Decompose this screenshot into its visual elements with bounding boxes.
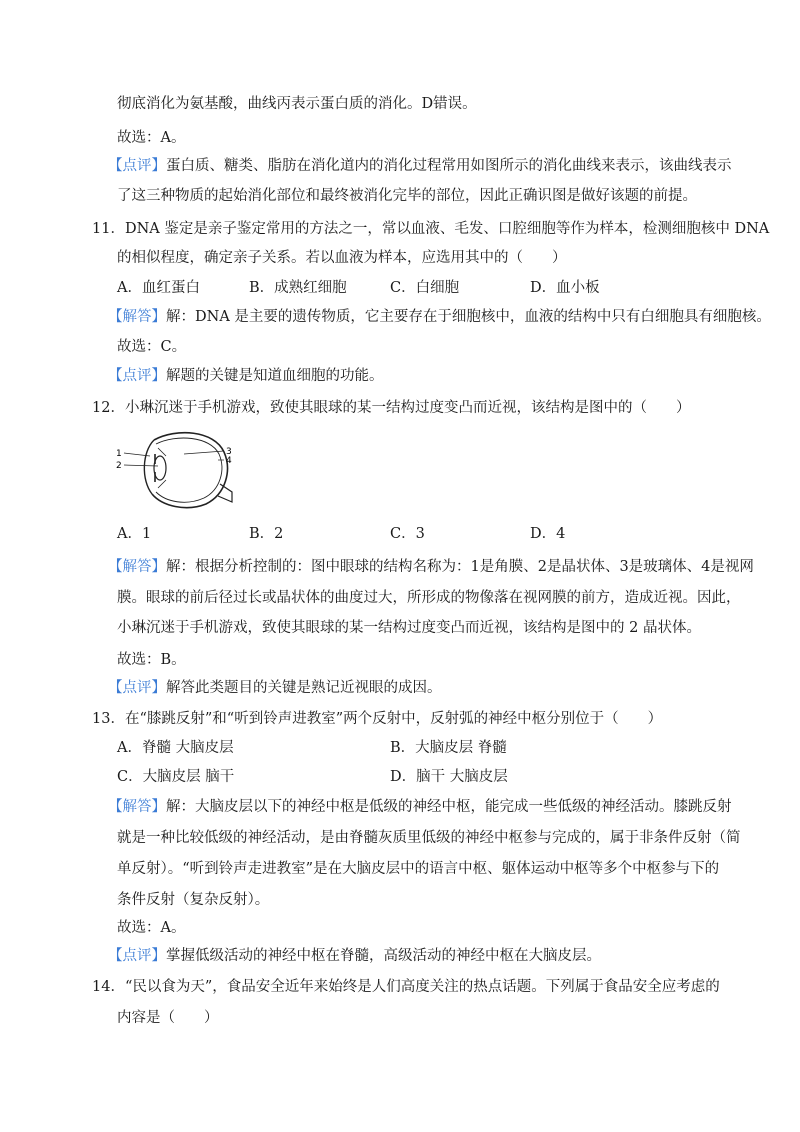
review-tag: 点评 bbox=[122, 158, 152, 174]
bracket-open: 【 bbox=[108, 158, 123, 174]
review-tag: 点评 bbox=[122, 948, 152, 964]
bracket-open: 【 bbox=[108, 368, 123, 384]
bracket-close: 】 bbox=[151, 559, 166, 575]
answer-paragraph bbox=[108, 307, 771, 327]
question-12-stem: 12．小琳沉迷于手机游戏，致使其眼球的某一结构过度变凸而近视，该结构是图中的（ ） bbox=[92, 400, 691, 416]
option-d: D．脑干 大脑皮层 bbox=[390, 769, 508, 785]
bracket-close: 】 bbox=[151, 309, 166, 325]
option-d: D．4 bbox=[530, 526, 566, 542]
bracket-open: 【 bbox=[108, 799, 123, 815]
option-b: B．成熟红细胞 bbox=[249, 280, 347, 296]
diagram-label-3: 3 bbox=[226, 447, 232, 457]
option-b: B．2 bbox=[249, 526, 284, 542]
choice-line: 故选：C。 bbox=[117, 339, 187, 355]
answer-text-cont: 小琳沉迷于手机游戏，致使其眼球的某一结构过度变凸而近视，该结构是图中的 2 晶状体。 bbox=[117, 620, 701, 636]
review-text: 解题的关键是知道血细胞的功能。 bbox=[166, 368, 384, 384]
bracket-close: 】 bbox=[151, 368, 166, 384]
question-14-stem: 14．“民以食为天”，食品安全近年来始终是人们高度关注的热点话题。下列属于食品安全应考虑的 bbox=[92, 979, 720, 995]
bracket-close: 】 bbox=[151, 799, 166, 815]
option-c: C．白细胞 bbox=[390, 280, 460, 296]
bracket-open: 【 bbox=[108, 680, 123, 696]
text-line: 彻底消化为氨基酸，曲线丙表示蛋白质的消化。D错误。 bbox=[117, 96, 477, 112]
bracket-close: 】 bbox=[151, 158, 166, 174]
bracket-open: 【 bbox=[108, 309, 123, 325]
diagram-label-4: 4 bbox=[226, 456, 232, 466]
bracket-close: 】 bbox=[151, 680, 166, 696]
review-paragraph bbox=[108, 366, 384, 386]
choice-line: 故选：B。 bbox=[117, 652, 186, 668]
answer-text-cont: 单反射）。“听到铃声走进教室”是在大脑皮层中的语言中枢、躯体运动中枢等多个中枢参与下的 bbox=[117, 861, 720, 877]
answer-text-cont: 膜。眼球的前后径过长或晶状体的曲度过大，所形成的物像落在视网膜的前方，造成近视。因此， bbox=[117, 590, 741, 606]
review-text: 掌握低级活动的神经中枢在脊髓，高级活动的神经中枢在大脑皮层。 bbox=[166, 948, 601, 964]
answer-tag: 解答 bbox=[122, 559, 152, 575]
option-c: C．大脑皮层 脑干 bbox=[117, 769, 235, 785]
question-13-stem: 13．在“膝跳反射”和“听到铃声进教室”两个反射中，反射弧的神经中枢分别位于（ ） bbox=[92, 711, 663, 727]
answer-paragraph bbox=[108, 797, 732, 817]
answer-text: 解：大脑皮层以下的神经中枢是低级的神经中枢，能完成一些低级的神经活动。膝跳反射 bbox=[166, 799, 732, 815]
answer-text: 解：DNA 是主要的遗传物质，它主要存在于细胞核中，血液的结构中只有白细胞具有细胞核。 bbox=[166, 309, 771, 325]
answer-paragraph bbox=[108, 557, 754, 577]
text-line: 故选：A。 bbox=[117, 130, 186, 146]
answer-text: 解：根据分析控制的：图中眼球的结构名称为：1是角膜、2是晶状体、3是玻璃体、4是视网 bbox=[166, 559, 754, 575]
option-a: A．1 bbox=[117, 526, 152, 542]
bracket-close: 】 bbox=[151, 948, 166, 964]
review-paragraph bbox=[108, 678, 442, 698]
question-11-stem-cont: 的相似程度，确定亲子关系。若以血液为样本，应选用其中的（ ） bbox=[117, 250, 567, 266]
answer-tag: 解答 bbox=[122, 799, 152, 815]
bracket-open: 【 bbox=[108, 948, 123, 964]
review-text: 蛋白质、糖类、脂肪在消化道内的消化过程常用如图所示的消化曲线来表示，该曲线表示 bbox=[166, 158, 732, 174]
choice-line: 故选：A。 bbox=[117, 920, 186, 936]
question-11-stem: 11．DNA 鉴定是亲子鉴定常用的方法之一，常以血液、毛发、口腔细胞等作为样本，检测细胞核中 DNA bbox=[92, 221, 770, 237]
option-a: A．脊髓 大脑皮层 bbox=[117, 740, 234, 756]
bracket-open: 【 bbox=[108, 559, 123, 575]
option-c: C．3 bbox=[390, 526, 425, 542]
review-tag: 点评 bbox=[122, 368, 152, 384]
diagram-label-1: 1 bbox=[116, 449, 122, 459]
option-d: D．血小板 bbox=[530, 280, 600, 296]
answer-text-cont: 条件反射（复杂反射）。 bbox=[117, 892, 270, 908]
question-14-stem-cont: 内容是（ ） bbox=[117, 1010, 219, 1026]
diagram-label-2: 2 bbox=[116, 461, 122, 471]
review-text: 解答此类题目的关键是熟记近视眼的成因。 bbox=[166, 680, 442, 696]
answer-text-cont: 就是一种比较低级的神经活动，是由脊髓灰质里低级的神经中枢参与完成的，属于非条件反射（简 bbox=[117, 830, 741, 846]
review-tag: 点评 bbox=[122, 680, 152, 696]
review-paragraph bbox=[108, 946, 601, 966]
review-paragraph bbox=[108, 156, 732, 176]
option-b: B．大脑皮层 脊髓 bbox=[390, 740, 507, 756]
option-a: A．血红蛋白 bbox=[117, 280, 200, 296]
text-line: 了这三种物质的起始消化部位和最终被消化完毕的部位，因此正确识图是做好该题的前提。 bbox=[117, 188, 697, 204]
eyeball-diagram bbox=[114, 426, 238, 512]
answer-tag: 解答 bbox=[122, 309, 152, 325]
